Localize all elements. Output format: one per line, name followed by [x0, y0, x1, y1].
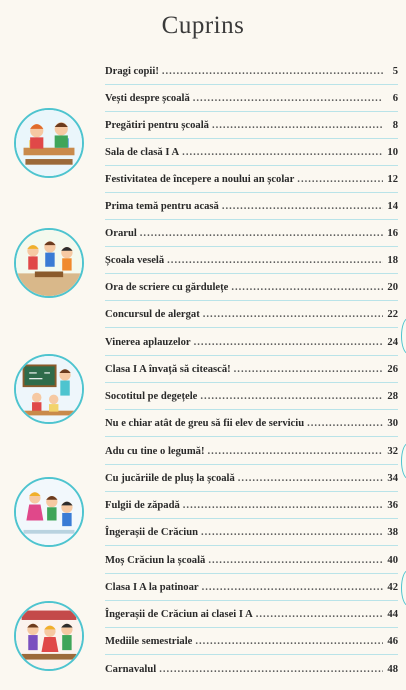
toc-entry[interactable] — [105, 303, 398, 325]
toc-entry-label: Fulgii de zăpadă — [105, 499, 180, 511]
dot-leader — [159, 664, 383, 675]
separator — [105, 654, 398, 655]
toc-entry-label: Școala veselă — [105, 254, 165, 266]
toc-entry[interactable] — [105, 276, 398, 298]
toc-entry-label: Mediile semestriale — [105, 635, 193, 647]
toc-entry-page: 8 — [392, 119, 398, 131]
separator — [105, 219, 398, 220]
separator — [105, 545, 398, 546]
toc-entry-label: Concursul de alergat — [105, 308, 200, 320]
children-studying-illustration — [14, 108, 84, 178]
separator — [105, 627, 398, 628]
toc-entry[interactable] — [105, 60, 398, 82]
toc-entry-label: Prima temă pentru acasă — [105, 200, 219, 212]
toc-entry[interactable] — [105, 195, 398, 217]
dot-leader — [167, 255, 383, 266]
toc-entry-page: 10 — [387, 146, 398, 158]
toc-entry[interactable] — [105, 87, 398, 109]
dot-leader — [234, 364, 383, 375]
toc-entry[interactable] — [105, 141, 398, 163]
separator — [105, 300, 398, 301]
page-title: Cuprins — [161, 12, 245, 39]
dot-leader — [238, 473, 383, 484]
toc-entry[interactable] — [105, 331, 398, 353]
toc-entry[interactable] — [105, 440, 398, 462]
dot-leader — [183, 500, 383, 511]
toc-entry-page: 26 — [387, 363, 398, 375]
toc-entry[interactable] — [105, 576, 398, 598]
separator — [105, 192, 398, 193]
toc-entry-page: 28 — [387, 390, 398, 402]
toc-entry-page: 48 — [387, 663, 398, 675]
separator — [105, 165, 398, 166]
toc-entry-label: Moș Crăciun la școală — [105, 554, 206, 566]
toc-entry-page: 24 — [387, 336, 398, 348]
dot-leader — [200, 391, 383, 402]
toc-entry-page: 42 — [387, 581, 398, 593]
toc-entry[interactable] — [105, 603, 398, 625]
dot-leader — [208, 555, 383, 566]
toc-entry-page: 14 — [387, 200, 398, 212]
dot-leader — [162, 66, 383, 77]
toc-entry-label: Clasa I A la patinoar — [105, 581, 199, 593]
toc-entry-page: 22 — [387, 308, 398, 320]
toc-entry-label: Orarul — [105, 227, 137, 239]
toc-entry-page: 12 — [387, 173, 398, 185]
dot-leader — [140, 228, 383, 239]
toc-entry-page: 20 — [387, 281, 398, 293]
classroom-blackboard-illustration — [14, 354, 84, 424]
dot-leader — [194, 337, 383, 348]
toc-entry-page: 40 — [387, 554, 398, 566]
toc-entry-label: Vești despre școală — [105, 92, 190, 104]
separator — [105, 600, 398, 601]
toc-entry-label: Pregătiri pentru școală — [105, 119, 209, 131]
toc-entry[interactable] — [105, 494, 398, 516]
toc-entry[interactable] — [105, 630, 398, 652]
toc-entry-page: 32 — [387, 445, 398, 457]
separator — [105, 409, 398, 410]
separator — [105, 464, 398, 465]
toc-entry-label: Carnavalul — [105, 663, 157, 675]
toc-entry[interactable] — [105, 549, 398, 571]
dot-leader — [202, 582, 383, 593]
dot-leader — [307, 418, 383, 429]
toc-entry-label: Nu e chiar atât de greu să fii elev de serviciu — [105, 417, 305, 429]
separator — [105, 518, 398, 519]
toc-entry[interactable] — [105, 168, 398, 190]
toc-entry-page: 30 — [387, 417, 398, 429]
toc-entry-page: 16 — [387, 227, 398, 239]
children-playing-illustration — [14, 228, 84, 298]
toc-entry-label: Clasa I A învață să citească! — [105, 363, 231, 375]
dot-leader — [222, 201, 383, 212]
toc-entry[interactable] — [105, 467, 398, 489]
toc-entry-label: Vinerea aplauzelor — [105, 336, 191, 348]
separator — [105, 246, 398, 247]
toc-entry[interactable] — [105, 358, 398, 380]
separator — [105, 273, 398, 274]
separator — [105, 84, 398, 85]
toc-entry[interactable] — [105, 222, 398, 244]
toc-entry-label: Cu jucăriile de pluș la școală — [105, 472, 235, 484]
dot-leader — [212, 120, 383, 131]
toc-entry-page: 34 — [387, 472, 398, 484]
toc-entry[interactable] — [105, 521, 398, 543]
toc-entry[interactable] — [105, 658, 398, 680]
dot-leader — [231, 282, 383, 293]
separator — [105, 355, 398, 356]
toc-entry-label: Ora de scriere cu gărdulețe — [105, 281, 229, 293]
children-carnival-illustration — [14, 601, 84, 671]
separator — [105, 573, 398, 574]
toc-entry-page: 44 — [387, 608, 398, 620]
separator — [105, 436, 398, 437]
toc-entry-label: Festivitatea de începere a noului an școlar — [105, 173, 295, 185]
toc-entry-page: 18 — [387, 254, 398, 266]
toc-entry-page: 38 — [387, 526, 398, 538]
toc-entry-label: Îngerașii de Crăciun — [105, 526, 198, 538]
toc-entry[interactable] — [105, 114, 398, 136]
toc-entry-page: 6 — [392, 92, 398, 104]
separator — [105, 327, 398, 328]
dot-leader — [297, 174, 383, 185]
separator — [105, 111, 398, 112]
separator — [105, 491, 398, 492]
toc-entry-label: Sala de clasă I A — [105, 146, 180, 158]
dot-leader — [256, 609, 383, 620]
dot-leader — [207, 446, 383, 457]
toc-entry[interactable] — [105, 412, 398, 434]
toc-entry-label: Îngerașii de Crăciun ai clasei I A — [105, 608, 253, 620]
toc-entry-page: 36 — [387, 499, 398, 511]
toc-entry-page: 46 — [387, 635, 398, 647]
dot-leader — [201, 527, 383, 538]
toc-entry-label: Adu cu tine o legumă! — [105, 445, 205, 457]
toc-entry-label: Socotitul pe degețele — [105, 390, 198, 402]
dot-leader — [182, 147, 383, 158]
toc-entry[interactable] — [105, 249, 398, 271]
toc-entry[interactable] — [105, 385, 398, 407]
separator — [105, 138, 398, 139]
toc-entry-label: Dragi copii! — [105, 65, 159, 77]
toc-entry-page: 5 — [392, 65, 398, 77]
children-dancing-illustration — [14, 477, 84, 547]
dot-leader — [195, 636, 383, 647]
dot-leader — [193, 93, 383, 104]
separator — [105, 382, 398, 383]
dot-leader — [203, 309, 383, 320]
